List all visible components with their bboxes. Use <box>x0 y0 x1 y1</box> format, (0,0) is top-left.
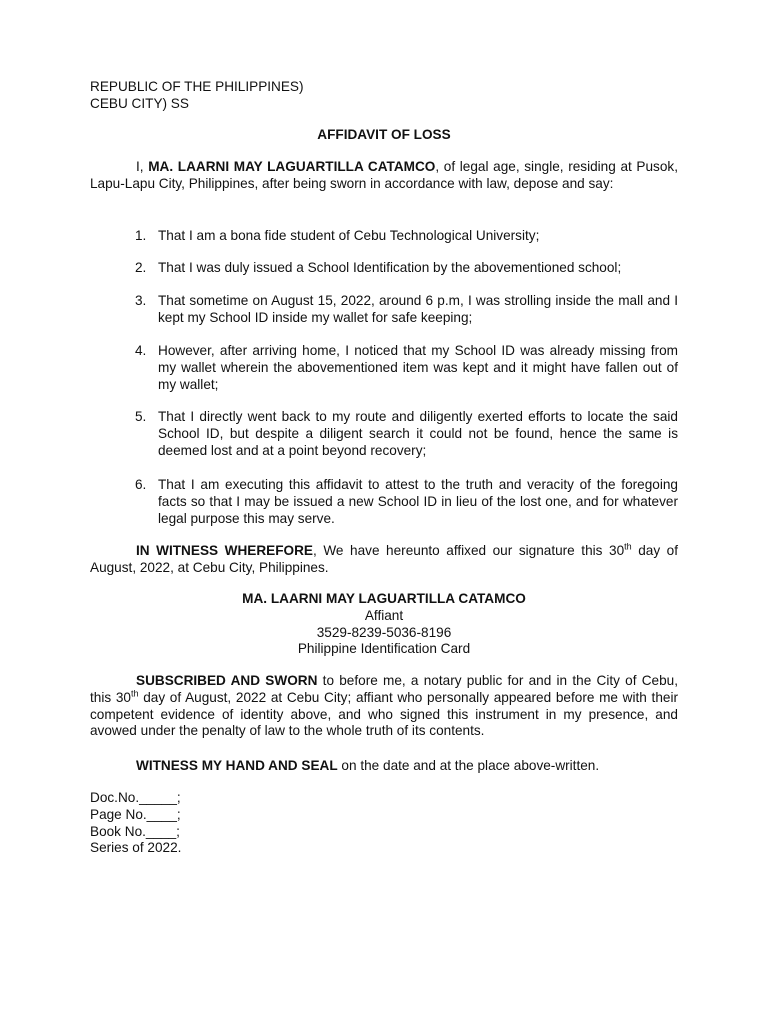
jurat-ordinal: th <box>130 688 139 699</box>
witness-heading: IN WITNESS WHEREFORE <box>136 543 313 558</box>
item-text: That sometime on August 15, 2022, around 6 p.m, I was strolling inside the mall and I kept my School ID inside my wallet for safe keeping; <box>158 293 678 325</box>
item-number: 3. <box>135 293 147 308</box>
list-item <box>130 409 678 459</box>
item-number: 6. <box>135 477 147 492</box>
item-number: 5. <box>135 409 147 424</box>
title-text: AFFIDAVIT OF LOSS <box>317 127 451 142</box>
item-text: However, after arriving home, I noticed that my School ID was already missing from my wallet wherein the abovementioned item was kept and it might have fallen out of my wallet; <box>158 343 678 392</box>
seal-paragraph <box>90 758 678 775</box>
jurat-heading: SUBSCRIBED AND SWORN <box>136 673 318 688</box>
venue-line-republic: REPUBLIC OF THE PHILIPPINES) <box>90 79 304 94</box>
item-number: 4. <box>135 343 147 358</box>
doc-number: Doc.No._____; <box>90 790 181 805</box>
page-number: Page No.____; <box>90 806 181 822</box>
witness-paragraph <box>90 543 678 577</box>
list-item <box>130 228 678 245</box>
book-number: Book No.____; <box>90 823 180 839</box>
affiant-id-number: 3529-8239-5036-8196 <box>316 624 452 640</box>
seal-heading: WITNESS MY HAND AND SEAL <box>136 758 338 773</box>
item-text: That I directly went back to my route and diligently exerted efforts to locate the said School ID, but despite a diligent search it could not be found, hence the same is deemed lost and at a point beyond recovery; <box>158 409 678 458</box>
item-text: That I am a bona fide student of Cebu Technological University; <box>158 228 540 243</box>
list-item <box>130 477 678 527</box>
venue-line-city: CEBU CITY) SS <box>90 95 189 111</box>
notarial-register <box>90 790 678 857</box>
jurat-paragraph <box>90 673 678 740</box>
affiant-name: MA. LAARNI MAY LAGUARTILLA CATAMCO <box>242 591 526 606</box>
affiant-role: Affiant <box>364 607 404 623</box>
list-item <box>130 260 678 277</box>
intro-rest: , of legal age, single, residing at Pusok, Lapu-Lapu City, Philippines, after being sworn in accordance with law, depose and say: <box>90 159 678 191</box>
item-number: 2. <box>135 260 147 275</box>
affiant-id-type: Philippine Identification Card <box>297 641 471 657</box>
item-number: 1. <box>135 228 147 243</box>
intro-paragraph <box>90 159 678 193</box>
witness-text-1: , We have hereunto affixed our signature this 30 <box>313 543 625 558</box>
seal-text: on the date and at the place above-written. <box>337 758 600 773</box>
item-text: That I was duly issued a School Identification by the abovementioned school; <box>158 260 622 275</box>
affiant-name-inline: MA. LAARNI MAY LAGUARTILLA CATAMCO <box>148 159 436 174</box>
witness-text-2: day of August, 2022, at Cebu City, Philippines. <box>90 543 678 575</box>
jurat-text-1: to before me, a notary public for and in the City of Cebu, this 30 <box>90 673 679 705</box>
venue-header <box>90 79 678 113</box>
witness-ordinal: th <box>624 541 632 552</box>
list-item <box>130 343 678 393</box>
intro-prefix: I, <box>136 159 149 174</box>
list-item <box>130 293 678 327</box>
item-text: That I am executing this affidavit to attest to the truth and veracity of the foregoing facts so that I may be issued a new School ID in lieu of the lost one, and for whatever legal purpose this may serve. <box>158 477 678 526</box>
series-year: Series of 2022. <box>90 840 182 856</box>
document-title <box>90 127 678 144</box>
affiant-block <box>90 591 678 658</box>
jurat-text-2: day of August, 2022 at Cebu City; affiant who personally appeared before me with their competent evidence of identity above, and who signed this instrument in my presence, and avowed under the penalty of law to the whole truth of its contents. <box>90 689 678 739</box>
